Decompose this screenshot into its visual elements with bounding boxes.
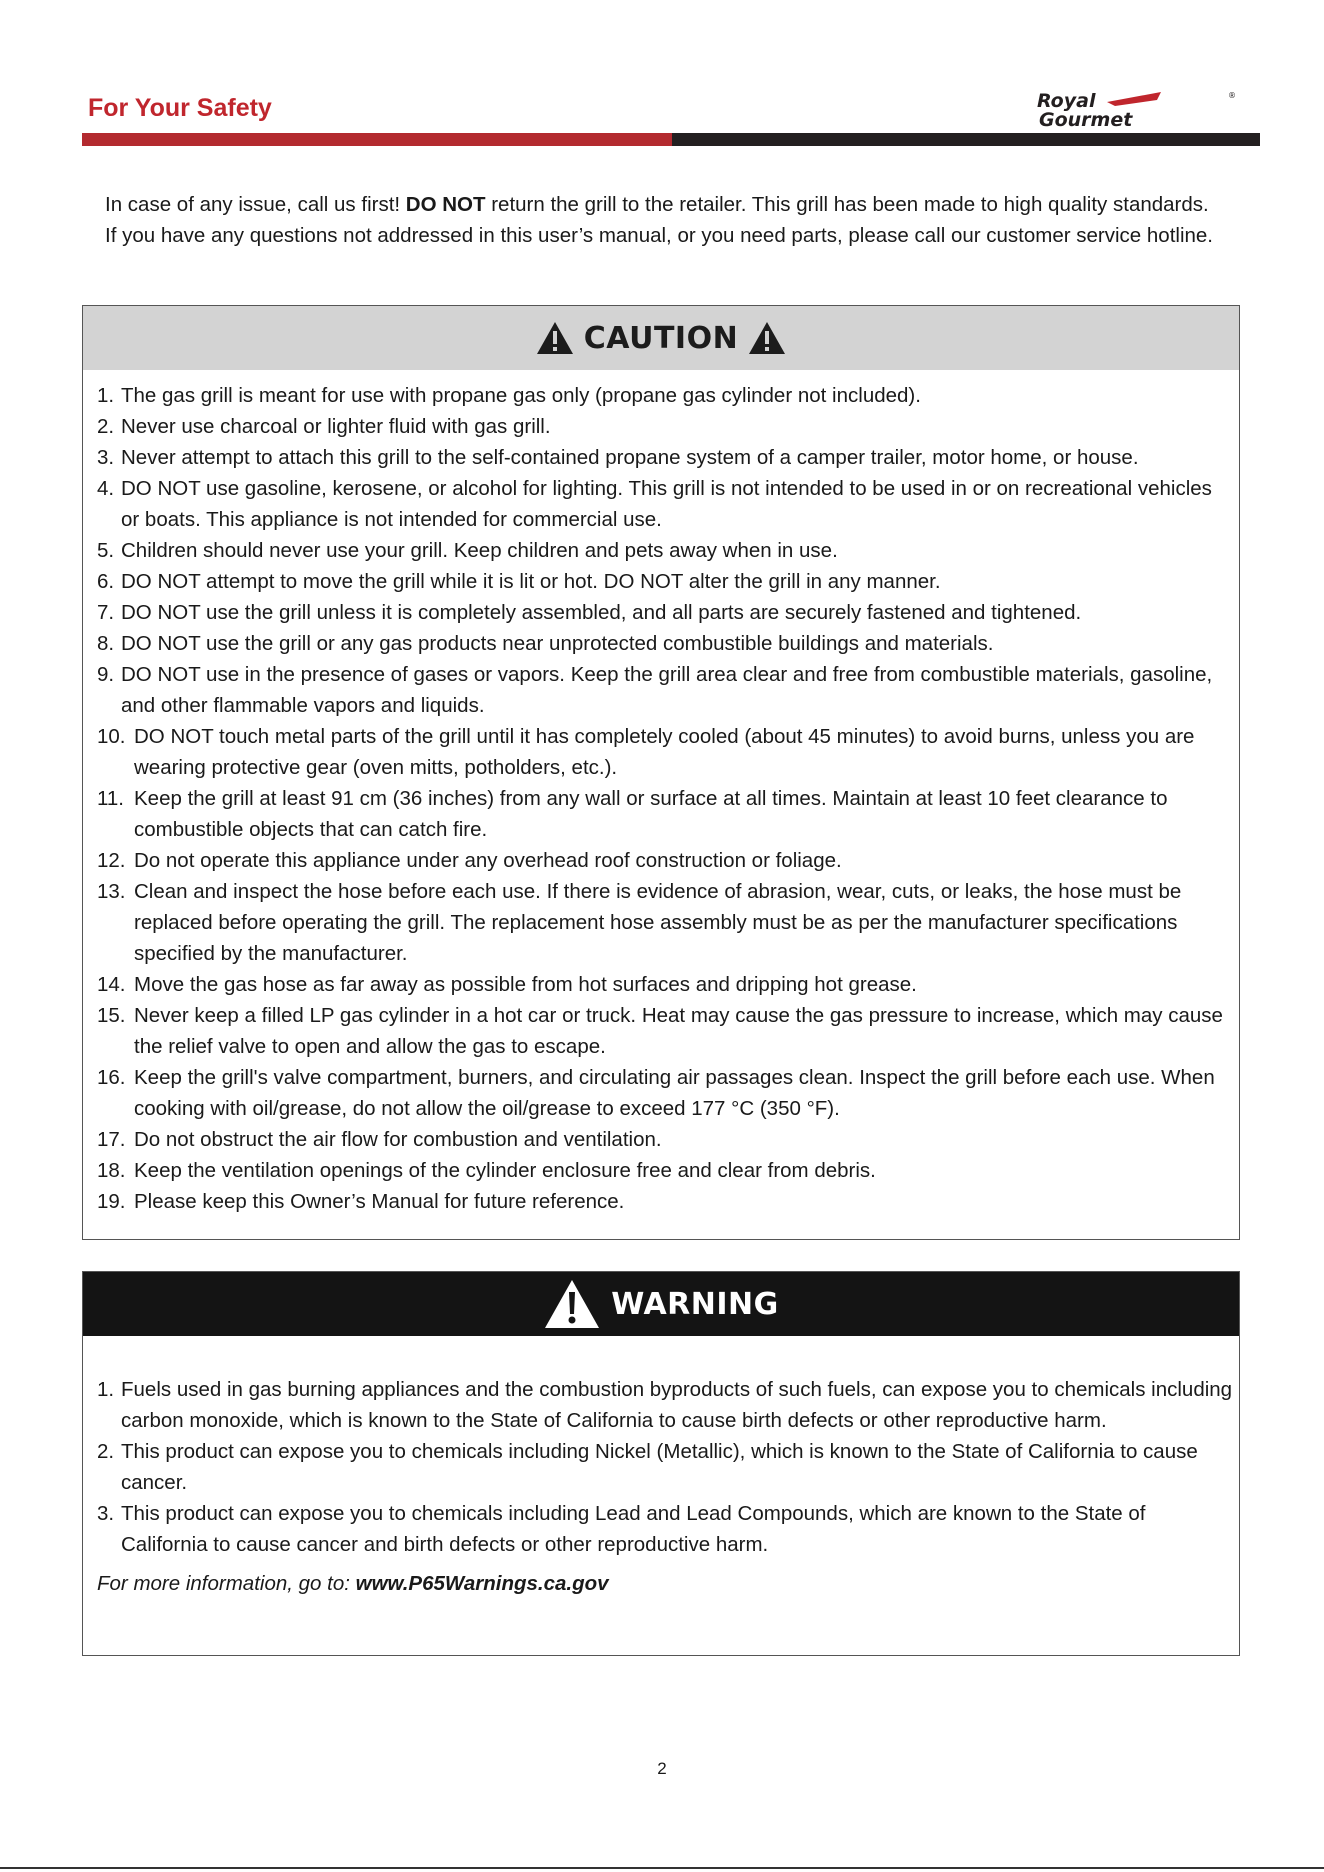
item-text: Do not operate this appliance under any overhead roof construction or foliage. — [134, 849, 842, 872]
item-number: 15. — [97, 1004, 126, 1027]
item-text: DO NOT use in the presence of gases or vapors. Keep the grill area clear and free from combustible materials, gasoline, and other flammable vapors and liquids. — [121, 663, 1213, 717]
more-info: For more information, go to: www.P65Warnings.ca.gov — [97, 1572, 609, 1595]
caution-header — [83, 306, 1239, 370]
item-text: Keep the grill's valve compartment, burners, and circulating air passages clean. Inspect the grill before each use. When cooking with oil/grease, do not allow the oil/grease to exceed 177 °C (350 °F). — [134, 1066, 1215, 1120]
item-text: DO NOT attempt to move the grill while it is lit or hot. DO NOT alter the grill in any manner. — [121, 570, 941, 593]
list-item — [83, 1186, 1239, 1217]
list-item — [83, 566, 1239, 597]
item-number: 18. — [97, 1159, 126, 1182]
bottom-rule — [0, 1867, 1324, 1869]
item-number: 3. — [97, 1502, 115, 1525]
caution-box — [82, 305, 1240, 1240]
item-number: 1. — [97, 1378, 115, 1401]
item-text: Move the gas hose as far away as possible from hot surfaces and dripping hot grease. — [134, 973, 917, 996]
item-text: Never use charcoal or lighter fluid with gas grill. — [121, 415, 551, 438]
list-item — [83, 380, 1239, 411]
item-text: Fuels used in gas burning appliances and the combustion byproducts of such fuels, can expose you to chemicals including carbon monoxide, which is known to the State of California to cause birth defects or other reproductive harm. — [121, 1378, 1233, 1432]
registered-mark: ® — [1228, 91, 1236, 100]
list-item — [83, 659, 1239, 721]
list-item — [83, 442, 1239, 473]
warning-heading: WARNING — [611, 1286, 779, 1322]
list-item — [83, 845, 1239, 876]
list-item — [83, 783, 1239, 845]
item-text: Never attempt to attach this grill to the self-contained propane system of a camper trailer, motor home, or house. — [121, 446, 1139, 469]
caution-heading: CAUTION — [583, 320, 739, 356]
header-bar — [82, 133, 1260, 146]
warning-triangle-icon — [543, 1278, 601, 1330]
item-number: 1. — [97, 384, 115, 407]
item-text: DO NOT use gasoline, kerosene, or alcohol for lighting. This grill is not intended to be used in or on recreational vehicles or boats. This appliance is not intended for commercial use. — [121, 477, 1212, 531]
item-text: Do not obstruct the air flow for combustion and ventilation. — [134, 1128, 662, 1151]
list-item — [83, 1062, 1239, 1124]
p65-link[interactable]: www.P65Warnings.ca.gov — [355, 1572, 609, 1595]
item-number: 13. — [97, 880, 126, 903]
item-text: Clean and inspect the hose before each use. If there is evidence of abrasion, wear, cuts, or leaks, the hose must be replaced before operating the grill. The replacement hose assembly must be as per the manufacturer specifications specified by the manufacturer. — [134, 880, 1182, 965]
list-item — [83, 876, 1239, 969]
logo-line2: Gourmet — [1039, 109, 1133, 130]
item-text: This product can expose you to chemicals including Lead and Lead Compounds, which are known to the State of California to cause cancer and birth defects or other reproductive harm. — [121, 1502, 1146, 1556]
item-text: Never keep a filled LP gas cylinder in a hot car or truck. Heat may cause the gas pressure to increase, which may cause the relief valve to open and allow the gas to escape. — [134, 1004, 1223, 1058]
warning-triangle-icon — [748, 321, 786, 355]
list-item — [83, 1000, 1239, 1062]
list-item — [83, 411, 1239, 442]
item-text: Keep the ventilation openings of the cylinder enclosure free and clear from debris. — [134, 1159, 876, 1182]
item-number: 14. — [97, 973, 126, 996]
item-number: 10. — [97, 725, 126, 748]
header-bar-dark — [672, 133, 1260, 146]
caution-list — [83, 380, 1239, 1217]
item-text: DO NOT use the grill or any gas products near unprotected combustible buildings and materials. — [121, 632, 994, 655]
logo-line1: Royal — [1037, 90, 1096, 112]
item-number: 9. — [97, 663, 115, 686]
list-item — [83, 473, 1239, 535]
warning-list — [83, 1374, 1239, 1560]
list-item — [83, 1498, 1239, 1560]
item-number: 19. — [97, 1190, 126, 1213]
item-number: 8. — [97, 632, 115, 655]
item-number: 12. — [97, 849, 126, 872]
warning-header — [83, 1272, 1239, 1336]
page-title: For Your Safety — [88, 94, 272, 122]
item-number: 16. — [97, 1066, 126, 1089]
item-text: DO NOT touch metal parts of the grill until it has completely cooled (about 45 minutes) to avoid burns, unless you are wearing protective gear (oven mitts, potholders, etc.). — [134, 725, 1195, 779]
list-item — [83, 969, 1239, 1000]
item-number: 2. — [97, 415, 115, 438]
item-text: Please keep this Owner’s Manual for future reference. — [134, 1190, 625, 1213]
warning-triangle-icon — [536, 321, 574, 355]
intro-paragraph: In case of any issue, call us first! DO NOT return the grill to the retailer. This grill has been made to high quality standards. If you have any questions not addressed in this user’s manual, or you need parts, please call our customer service hotline. — [105, 193, 1214, 247]
list-item — [83, 721, 1239, 783]
royal-gourmet-logo — [1035, 90, 1240, 130]
page-number: 2 — [657, 1759, 667, 1778]
warning-box — [82, 1271, 1240, 1656]
header-bar-red — [82, 133, 672, 146]
list-item — [83, 535, 1239, 566]
item-number: 11. — [97, 787, 124, 810]
item-text: The gas grill is meant for use with propane gas only (propane gas cylinder not included). — [121, 384, 921, 407]
list-item — [83, 597, 1239, 628]
item-number: 2. — [97, 1440, 115, 1463]
item-number: 7. — [97, 601, 115, 624]
item-text: DO NOT use the grill unless it is completely assembled, and all parts are securely fastened and tightened. — [121, 601, 1082, 624]
item-number: 17. — [97, 1128, 126, 1151]
list-item — [83, 1155, 1239, 1186]
item-text: This product can expose you to chemicals including Nickel (Metallic), which is known to the State of California to cause cancer. — [121, 1440, 1198, 1494]
item-text: Keep the grill at least 91 cm (36 inches) from any wall or surface at all times. Maintain at least 10 feet clearance to combustible objects that can catch fire. — [134, 787, 1168, 841]
list-item — [83, 1436, 1239, 1498]
list-item — [83, 1124, 1239, 1155]
item-number: 3. — [97, 446, 115, 469]
logo-swoosh-icon — [1107, 92, 1161, 106]
item-text: Children should never use your grill. Keep children and pets away when in use. — [121, 539, 838, 562]
list-item — [83, 1374, 1239, 1436]
item-number: 4. — [97, 477, 115, 500]
item-number: 5. — [97, 539, 115, 562]
item-number: 6. — [97, 570, 115, 593]
list-item — [83, 628, 1239, 659]
